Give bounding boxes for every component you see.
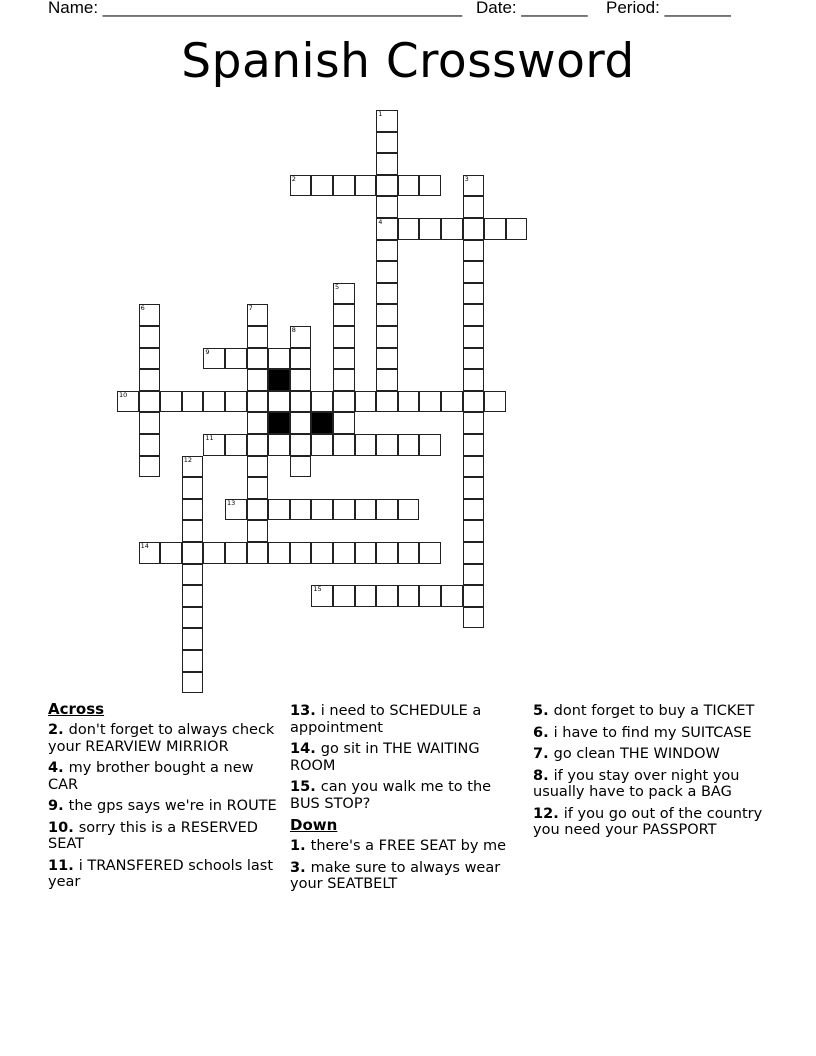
grid-cell[interactable] [463, 218, 485, 240]
grid-cell[interactable] [333, 434, 355, 456]
black-cell [311, 412, 333, 434]
grid-cell[interactable] [441, 218, 463, 240]
cell-number: 15 [313, 585, 322, 594]
grid-cell[interactable] [182, 672, 204, 694]
grid-cell[interactable] [398, 175, 420, 197]
grid-cell[interactable] [139, 326, 161, 348]
clue-column-3 [533, 703, 765, 844]
grid-cell[interactable] [247, 456, 269, 478]
grid-cell[interactable] [139, 542, 161, 564]
grid-cell[interactable] [290, 499, 312, 521]
clue-number: 2 [48, 722, 59, 738]
clue-text: if you stay over night you usually have to pack a BAG [533, 767, 740, 800]
grid-cell[interactable] [376, 110, 398, 132]
grid-cell[interactable] [268, 499, 290, 521]
grid-cell[interactable] [203, 348, 225, 370]
grid-cell[interactable] [268, 391, 290, 413]
cell-number: 1 [378, 110, 383, 118]
grid-cell[interactable] [463, 261, 485, 283]
grid-cell[interactable] [139, 304, 161, 326]
clue-number: 11 [48, 857, 69, 874]
clue-number: 6 [533, 724, 544, 741]
clue-text: my brother bought a new CAR [48, 760, 254, 793]
grid-cell[interactable] [376, 369, 398, 391]
grid-cell[interactable] [441, 585, 463, 607]
grid-cell[interactable] [463, 520, 485, 542]
grid-cell[interactable] [506, 218, 528, 240]
grid-cell[interactable] [247, 477, 269, 499]
cell-number: 7 [248, 304, 253, 313]
cell-number: 11 [205, 434, 214, 442]
grid-cell[interactable] [333, 348, 355, 370]
cell-number: 14 [140, 542, 149, 550]
clue-down-8: 8. if you stay over night you usually have to pack a BAG [533, 767, 740, 800]
grid-cell[interactable] [333, 499, 355, 521]
grid-cell[interactable] [376, 391, 398, 413]
grid-cell[interactable] [463, 175, 485, 197]
grid-cell[interactable] [311, 542, 333, 564]
grid-cell[interactable] [463, 196, 485, 218]
grid-cell[interactable] [333, 326, 355, 348]
grid-cell[interactable] [182, 542, 204, 564]
grid-cell[interactable] [333, 304, 355, 326]
grid-cell[interactable] [463, 542, 485, 564]
grid-cell[interactable] [311, 585, 333, 607]
grid-cell[interactable] [139, 348, 161, 370]
grid-cell[interactable] [419, 218, 441, 240]
clue-across-15: 15. can you walk me to the BUS STOP? [290, 779, 492, 812]
clue-number: 10 [48, 819, 69, 836]
grid-cell[interactable] [160, 542, 182, 564]
grid-cell[interactable] [225, 434, 247, 456]
grid-cell[interactable] [182, 564, 204, 586]
grid-cell[interactable] [225, 499, 247, 521]
grid-cell[interactable] [376, 240, 398, 262]
grid-cell[interactable] [290, 434, 312, 456]
black-cell [268, 369, 290, 391]
cell-number: 6 [140, 304, 145, 313]
grid-cell[interactable] [268, 434, 290, 456]
grid-cell[interactable] [376, 261, 398, 283]
grid-cell[interactable] [398, 585, 420, 607]
grid-cell[interactable] [398, 499, 420, 521]
grid-cell[interactable] [290, 542, 312, 564]
grid-cell[interactable] [355, 585, 377, 607]
clue-down-7: 7. go clean THE WINDOW [533, 746, 720, 762]
grid-cell[interactable] [376, 542, 398, 564]
clue-number: 1 [290, 838, 301, 854]
grid-cell[interactable] [355, 434, 377, 456]
grid-cell[interactable] [463, 585, 485, 607]
grid-cell[interactable] [247, 369, 269, 391]
cell-number: 2 [291, 174, 296, 183]
cell-number: 8 [291, 326, 296, 334]
grid-cell[interactable] [247, 542, 269, 564]
grid-cell[interactable] [419, 391, 441, 413]
grid-cell[interactable] [311, 434, 333, 456]
clue-number: 5 [533, 703, 544, 719]
grid-cell[interactable] [333, 283, 355, 305]
grid-cell[interactable] [419, 542, 441, 564]
grid-cell[interactable] [203, 391, 225, 413]
grid-cell[interactable] [441, 391, 463, 413]
grid-cell[interactable] [182, 607, 204, 629]
grid-cell[interactable] [376, 434, 398, 456]
grid-cell[interactable] [160, 391, 182, 413]
grid-cell[interactable] [139, 369, 161, 391]
grid-cell[interactable] [463, 412, 485, 434]
clue-text: go clean THE WINDOW [553, 746, 720, 762]
clue-down-3: 3. make sure to always wear your SEATBELT [290, 859, 501, 892]
grid-cell[interactable] [355, 175, 377, 197]
grid-cell[interactable] [463, 564, 485, 586]
grid-cell[interactable] [376, 304, 398, 326]
grid-cell[interactable] [398, 218, 420, 240]
grid-cell[interactable] [182, 628, 204, 650]
clue-across-10: 10. sorry this is a RESERVED SEAT [48, 819, 258, 852]
clue-number: 4 [48, 760, 59, 776]
cell-number: 10 [119, 390, 128, 399]
grid-cell[interactable] [463, 391, 485, 413]
grid-cell[interactable] [290, 412, 312, 434]
clue-number: 7 [533, 746, 544, 762]
grid-cell[interactable] [290, 326, 312, 348]
grid-cell[interactable] [376, 348, 398, 370]
grid-cell[interactable] [419, 434, 441, 456]
grid-cell[interactable] [376, 175, 398, 197]
clue-text: there's a FREE SEAT by me [310, 838, 507, 854]
grid-cell[interactable] [225, 542, 247, 564]
clue-across-13: 13. i need to SCHEDULE a appointment [290, 703, 482, 736]
grid-cell[interactable] [247, 348, 269, 370]
grid-cell[interactable] [376, 499, 398, 521]
grid-cell[interactable] [484, 218, 506, 240]
cell-number: 13 [227, 498, 236, 507]
date-field[interactable]: Date: _______ [476, 0, 588, 17]
grid-cell[interactable] [376, 153, 398, 175]
grid-cell[interactable] [376, 132, 398, 154]
clue-text: i TRANSFERED schools last year [48, 857, 274, 890]
cell-number: 4 [378, 218, 383, 226]
name-field[interactable]: Name: ______________________________________ [48, 0, 463, 17]
grid-cell[interactable] [247, 326, 269, 348]
grid-cell[interactable] [290, 369, 312, 391]
grid-cell[interactable] [311, 175, 333, 197]
grid-cell[interactable] [463, 477, 485, 499]
grid-cell[interactable] [376, 196, 398, 218]
grid-cell[interactable] [463, 499, 485, 521]
grid-cell[interactable] [139, 391, 161, 413]
grid-cell[interactable] [355, 542, 377, 564]
clue-number: 15 [290, 779, 311, 795]
grid-cell[interactable] [419, 175, 441, 197]
clue-across-2: 2. don't forget to always check your REARVIEW MIRRIOR [48, 722, 275, 755]
grid-cell[interactable] [463, 240, 485, 262]
grid-cell[interactable] [139, 434, 161, 456]
clue-number: 3 [290, 859, 301, 876]
grid-cell[interactable] [398, 391, 420, 413]
grid-cell[interactable] [290, 391, 312, 413]
clue-across-14: 14. go sit in THE WAITING ROOM [290, 741, 480, 774]
grid-cell[interactable] [247, 499, 269, 521]
down-heading: Down [290, 816, 338, 834]
grid-cell[interactable] [376, 585, 398, 607]
grid-cell[interactable] [376, 218, 398, 240]
grid-cell[interactable] [182, 456, 204, 478]
clue-down-5: 5. dont forget to buy a TICKET [533, 703, 755, 719]
cell-number: 3 [464, 174, 469, 183]
grid-cell[interactable] [463, 348, 485, 370]
grid-cell[interactable] [182, 477, 204, 499]
grid-cell[interactable] [463, 283, 485, 305]
grid-cell[interactable] [333, 369, 355, 391]
grid-cell[interactable] [182, 585, 204, 607]
grid-cell[interactable] [376, 326, 398, 348]
across-heading: Across [48, 700, 105, 718]
period-field[interactable]: Period: _______ [606, 0, 731, 17]
clue-column-2 [290, 703, 522, 898]
grid-cell[interactable] [311, 391, 333, 413]
clue-text: dont forget to buy a TICKET [553, 703, 755, 719]
grid-cell[interactable] [139, 412, 161, 434]
grid-cell[interactable] [247, 412, 269, 434]
grid-cell[interactable] [333, 412, 355, 434]
clue-number: 14 [290, 741, 311, 757]
grid-cell[interactable] [355, 499, 377, 521]
clue-number: 12 [533, 805, 554, 822]
grid-cell[interactable] [247, 391, 269, 413]
grid-cell[interactable] [333, 585, 355, 607]
grid-cell[interactable] [290, 348, 312, 370]
grid-cell[interactable] [463, 304, 485, 326]
clue-text: make sure to always wear your SEATBELT [290, 859, 501, 892]
grid-cell[interactable] [225, 391, 247, 413]
grid-cell[interactable] [182, 520, 204, 542]
clue-down-1: 1. there's a FREE SEAT by me [290, 838, 507, 854]
clue-across-9: 9. the gps says we're in ROUTE [48, 798, 277, 814]
grid-cell[interactable] [247, 434, 269, 456]
grid-cell[interactable] [376, 283, 398, 305]
grid-cell[interactable] [398, 434, 420, 456]
grid-cell[interactable] [463, 434, 485, 456]
clue-column-1 [48, 701, 280, 896]
cell-number: 12 [183, 455, 193, 464]
grid-cell[interactable] [419, 585, 441, 607]
grid-cell[interactable] [182, 499, 204, 521]
grid-cell[interactable] [333, 391, 355, 413]
grid-cell[interactable] [268, 542, 290, 564]
grid-cell[interactable] [484, 391, 506, 413]
grid-cell[interactable] [463, 456, 485, 478]
clue-down-12: 12. if you go out of the country you need your PASSPORT [533, 805, 763, 838]
clue-text: go sit in THE WAITING ROOM [290, 741, 480, 774]
clue-text: the gps says we're in ROUTE [68, 798, 277, 814]
clue-number: 9 [48, 798, 59, 814]
grid-cell[interactable] [203, 434, 225, 456]
grid-cell[interactable] [311, 499, 333, 521]
clue-text: if you go out of the country you need your PASSPORT [533, 805, 763, 838]
grid-cell[interactable] [117, 391, 139, 413]
grid-cell[interactable] [463, 326, 485, 348]
clue-across-11: 11. i TRANSFERED schools last year [48, 857, 274, 890]
clue-text: sorry this is a RESERVED SEAT [48, 819, 258, 852]
page-title: Spanish Crossword [181, 34, 635, 89]
grid-cell[interactable] [225, 348, 247, 370]
grid-cell[interactable] [182, 650, 204, 672]
grid-cell[interactable] [463, 369, 485, 391]
grid-cell[interactable] [247, 520, 269, 542]
clue-text: i need to SCHEDULE a appointment [290, 703, 482, 736]
grid-cell[interactable] [290, 175, 312, 197]
grid-cell[interactable] [398, 542, 420, 564]
grid-cell[interactable] [463, 607, 485, 629]
grid-cell[interactable] [139, 456, 161, 478]
grid-cell[interactable] [203, 542, 225, 564]
grid-cell[interactable] [333, 542, 355, 564]
cell-number: 9 [205, 347, 210, 356]
clue-across-4: 4. my brother bought a new CAR [48, 760, 254, 793]
clue-number: 8 [533, 767, 544, 784]
grid-cell[interactable] [182, 391, 204, 413]
clue-text: i have to find my SUITCASE [553, 724, 752, 741]
clue-text: don't forget to always check your REARVIEW MIRRIOR [48, 722, 275, 755]
grid-cell[interactable] [247, 304, 269, 326]
grid-cell[interactable] [290, 456, 312, 478]
clue-number: 13 [290, 703, 311, 719]
clue-down-6: 6. i have to find my SUITCASE [533, 724, 752, 741]
grid-cell[interactable] [333, 175, 355, 197]
clue-text: can you walk me to the BUS STOP? [290, 779, 492, 812]
grid-cell[interactable] [268, 348, 290, 370]
black-cell [268, 412, 290, 434]
grid-cell[interactable] [355, 391, 377, 413]
cell-number: 5 [335, 282, 340, 291]
